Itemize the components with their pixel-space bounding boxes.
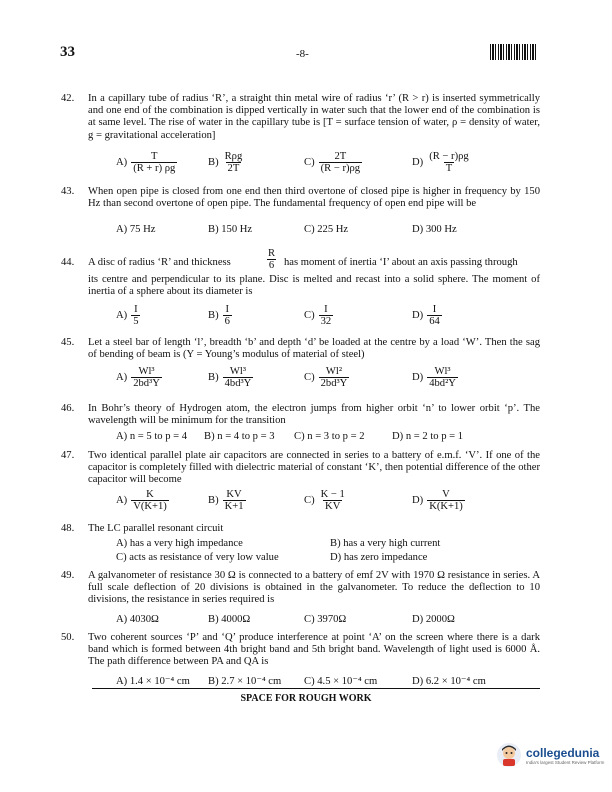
option-c[interactable]: C) 225 Hz (304, 224, 349, 235)
question-number: 42. (61, 93, 75, 104)
question-text: Two identical parallel plate air capacitors are connected in series to a battery of e.m.f. ‘V’. If one of the capacitor is completely filled with dielectric material of constant ‘K’, then potential difference of the other capacitor will become (88, 450, 540, 486)
question-number: 43. (61, 186, 75, 197)
option-d[interactable]: D) 6.2 × 10⁻⁴ cm (412, 676, 486, 687)
question-47 (61, 450, 540, 487)
option-d[interactable]: D) 2000Ω (412, 614, 455, 625)
option-b[interactable]: B) $\frac{\text{Rρg}}{2T}$ (208, 151, 243, 174)
option-d[interactable]: D) 300 Hz (412, 224, 457, 235)
question-text: Let a steel bar of length ‘l’, breadth ‘b’ and depth ‘d’ be loaded at the centre by a load ‘W’. Then the sag of bending of beam is (Y = Young’s modulus of material of steel) (88, 337, 540, 361)
question-text: A galvanometer of resistance 30 Ω is connected to a battery of emf 2V with 1970 Ω resistance in series. A full scale deflection of 20 divisions is obtained in the galvanometer. To reduce the deflection to 10 divisions, the resistance in series required is (88, 570, 540, 606)
option-a[interactable]: A) $\frac{K}{V(K+1)}$ (116, 489, 167, 512)
question-48 (61, 523, 540, 535)
question-43 (61, 186, 540, 210)
option-a[interactable]: A) $\frac{\text{Wl³}}{\text{2bd³Y}}$ (116, 366, 160, 389)
question-text: Two coherent sources ‘P’ and ‘Q’ produce interference at point ‘A’ on the screen where there is a dark band which is formed between 4th bright band and 5th bright band. Wavelength of light used is 6000 Å. The path difference between PA and QA is (88, 632, 540, 668)
question-50 (61, 632, 540, 669)
question-46 (61, 403, 540, 427)
option-a[interactable]: A) 4030Ω (116, 614, 159, 625)
option-b[interactable]: B) $\frac{\text{Wl³}}{\text{4bd³Y}}$ (208, 366, 252, 389)
option-a[interactable]: A) 1.4 × 10⁻⁴ cm (116, 676, 190, 687)
option-c[interactable]: C) $\frac{I}{32}$ (304, 304, 332, 327)
booklet-number: 33 (60, 44, 75, 60)
rough-work-label: SPACE FOR ROUGH WORK (240, 693, 372, 704)
question-text: When open pipe is closed from one end then third overtone of closed pipe is higher in frequency by 150 Hz than second overtone of open pipe. The fundamental frequency of open end pipe will be (88, 186, 540, 210)
option-c[interactable]: C) $\frac{K - 1}{KV}$ (304, 489, 345, 512)
option-c[interactable]: C) acts as resistance of very low value (116, 552, 279, 563)
option-a[interactable]: A) $\frac{T}{(R + r) \rho g}$ (116, 151, 176, 174)
question-number: 45. (61, 337, 75, 348)
option-d[interactable]: D) $\frac{V}{K(K+1)}$ (412, 489, 463, 512)
option-a[interactable]: A) 75 Hz (116, 224, 156, 235)
question-number: 44. (61, 257, 75, 268)
question-text: In a capillary tube of radius ‘R’, a straight thin metal wire of radius ‘r’ (R > r) is inserted symmetrically and one end of the combination is dipped vertically in water such that the lower end of the combination is at same level. The rise of water in the capillary tube is [T = surface tension of water, ρ = density of water, g = gravitational acceleration] (88, 93, 540, 141)
question-text: its centre and perpendicular to its plane. Disc is melted and recast into a solid sphere. The moment of inertia of a sphere about its diameter is (88, 274, 540, 298)
thickness-fraction: $\frac{R}{6}$ (268, 248, 276, 271)
question-49 (61, 570, 540, 607)
question-text-mid: has moment of inertia ‘I’ about an axis passing through (284, 257, 518, 268)
question-number: 47. (61, 450, 75, 461)
question-number: 48. (61, 523, 75, 534)
option-b[interactable]: B) has a very high current (330, 538, 441, 549)
option-b[interactable]: B) $\frac{I}{6}$ (208, 304, 230, 327)
option-b[interactable]: B) 2.7 × 10⁻⁴ cm (208, 676, 282, 687)
option-d[interactable]: D) n = 2 to p = 1 (392, 431, 464, 442)
page-number: -8- (296, 48, 309, 60)
question-44 (88, 274, 540, 298)
option-b[interactable]: B) n = 4 to p = 3 (204, 431, 275, 442)
option-d[interactable]: D) $\frac{(R - r)\rho g}{T}$ (412, 151, 469, 174)
question-number: 50. (61, 632, 75, 643)
option-c[interactable]: C) 4.5 × 10⁻⁴ cm (304, 676, 378, 687)
option-b[interactable]: B) 4000Ω (208, 614, 251, 625)
barcode (490, 44, 538, 60)
option-b[interactable]: B) 150 Hz (208, 224, 253, 235)
option-d[interactable]: D) $\frac{\text{Wl³}}{\text{4bd²Y}}$ (412, 366, 456, 389)
option-a[interactable]: A) n = 5 to p = 4 (116, 431, 188, 442)
mascot-icon (496, 742, 522, 768)
logo-tagline: India's largest Student Review Platform (526, 759, 605, 765)
question-text: In Bohr’s theory of Hydrogen atom, the electron jumps from higher orbit ‘n’ to lower orbit ‘p’. The wavelength will be minimum for the transition (88, 403, 540, 427)
option-d[interactable]: D) $\frac{I}{64}$ (412, 304, 440, 327)
option-a[interactable]: A) has a very high impedance (116, 538, 243, 549)
collegedunia-logo (496, 742, 604, 768)
option-c[interactable]: C) 3970Ω (304, 614, 347, 625)
logo-name: collegedunia (526, 745, 600, 760)
question-number: 49. (61, 570, 75, 581)
question-text-start: A disc of radius ‘R’ and thickness (88, 257, 231, 268)
question-44-lead (61, 248, 540, 272)
option-d[interactable]: D) has zero impedance (330, 552, 428, 563)
question-42 (61, 93, 540, 142)
question-number: 46. (61, 403, 75, 414)
option-c[interactable]: C) $\frac{\text{Wl²}}{\text{2bd³Y}}$ (304, 366, 348, 389)
option-c[interactable]: C) n = 3 to p = 2 (294, 431, 365, 442)
option-b[interactable]: B) $\frac{KV}{K+1}$ (208, 489, 244, 512)
question-text: The LC parallel resonant circuit (88, 523, 224, 534)
question-45 (61, 337, 540, 361)
option-a[interactable]: A) $\frac{I}{5}$ (116, 304, 139, 327)
option-c[interactable]: C) $\frac{2T}{(R - r)\rho g}$ (304, 151, 361, 174)
footer-divider (92, 688, 540, 689)
